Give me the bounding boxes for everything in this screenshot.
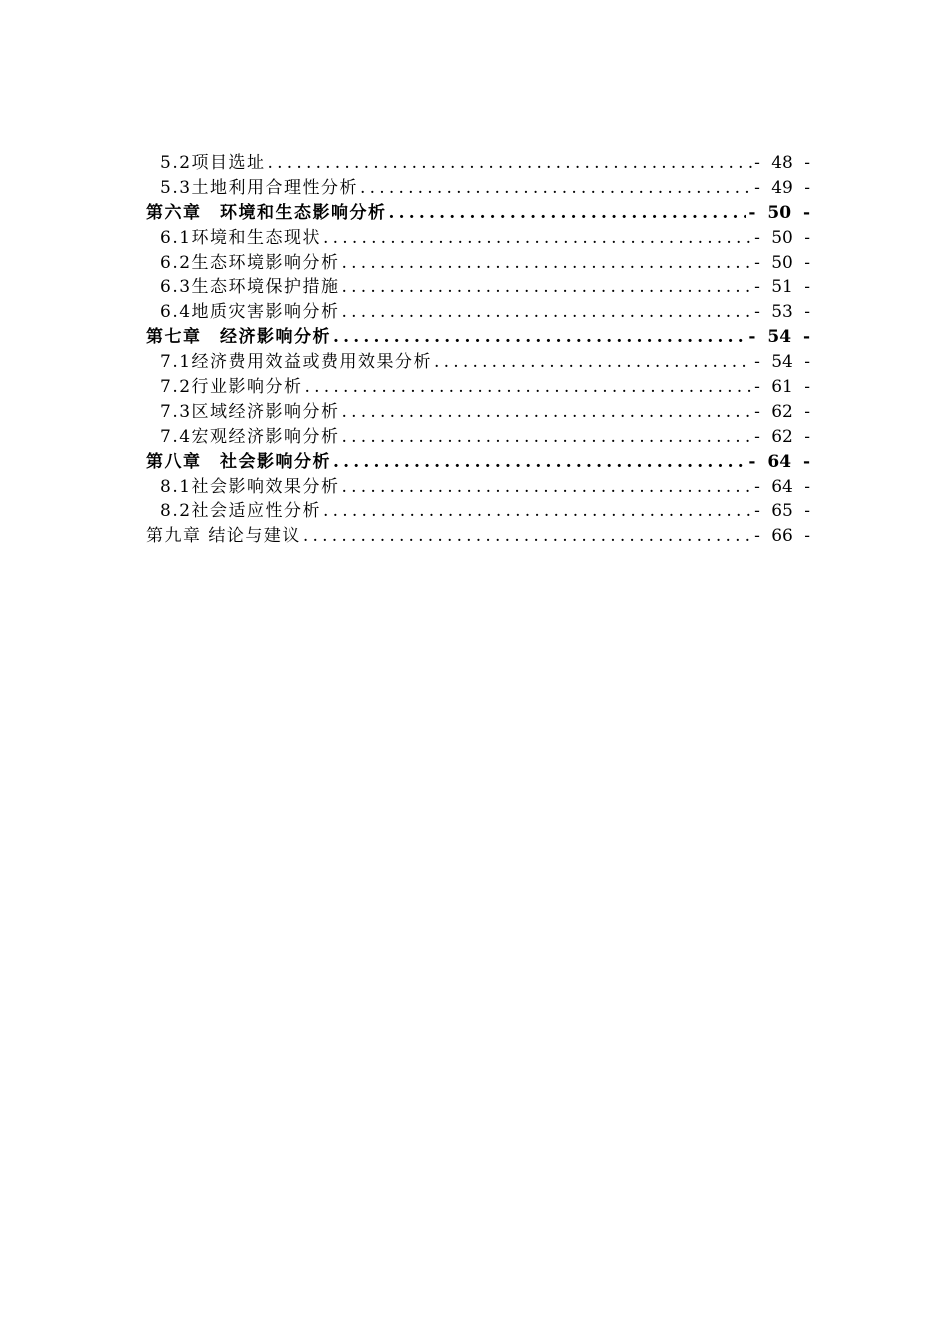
toc-entry-8-1[interactable]	[146, 472, 810, 497]
toc-page-number: - 54 -	[754, 352, 810, 373]
table-of-contents	[146, 148, 810, 546]
toc-entry-label: 6.4地质灾害影响分析	[160, 302, 340, 323]
toc-entry-label: 7.2行业影响分析	[160, 377, 303, 398]
toc-leader-dots	[360, 178, 752, 198]
toc-page-number: - 64 -	[748, 451, 810, 472]
toc-entry-label: 8.1社会影响效果分析	[160, 476, 340, 497]
toc-entry-8-2[interactable]	[146, 496, 810, 521]
toc-page-number: - 48 -	[754, 153, 810, 173]
toc-leader-dots	[342, 477, 753, 497]
toc-entry-6-2[interactable]	[146, 248, 810, 273]
toc-entry-6-3[interactable]	[146, 272, 810, 297]
toc-leader-dots	[342, 302, 753, 322]
toc-entry-label: 5.3土地利用合理性分析	[160, 177, 359, 198]
toc-entry-label: 8.2社会适应性分析	[160, 501, 322, 522]
toc-leader-dots	[342, 402, 753, 422]
toc-leader-dots	[342, 427, 753, 447]
toc-page-number: - 50 -	[754, 252, 810, 273]
toc-chapter-label: 第八章 社会影响分析	[146, 451, 331, 472]
toc-page-number: - 62 -	[754, 401, 810, 422]
toc-entry-label: 5.2项目选址	[160, 153, 266, 173]
toc-page-number: - 65 -	[754, 501, 810, 522]
toc-entry-7-1[interactable]	[146, 347, 810, 372]
toc-page-number: - 53 -	[754, 302, 810, 323]
toc-page-number: - 64 -	[754, 476, 810, 497]
toc-entry-5-3[interactable]	[146, 173, 810, 198]
toc-leader-dots	[323, 228, 752, 248]
toc-page-number: - 66 -	[754, 526, 810, 547]
toc-page-number: - 61 -	[754, 377, 810, 398]
toc-entry-6-4[interactable]	[146, 297, 810, 322]
toc-entry-label: 7.1经济费用效益或费用效果分析	[160, 352, 433, 373]
toc-entry-7-4[interactable]	[146, 422, 810, 447]
toc-entry-label: 6.1环境和生态现状	[160, 227, 322, 248]
toc-chapter-label: 第六章 环境和生态影响分析	[146, 202, 387, 223]
toc-leader-dots	[303, 526, 752, 546]
toc-leader-dots	[323, 501, 752, 521]
toc-chapter-8[interactable]	[146, 447, 810, 472]
toc-entry-label: 7.4宏观经济影响分析	[160, 426, 340, 447]
toc-entry-label: 6.3生态环境保护措施	[160, 277, 340, 298]
toc-leader-dots	[268, 153, 753, 173]
toc-leader-dots	[389, 203, 747, 223]
toc-leader-dots	[305, 377, 753, 397]
toc-entry-label: 6.2生态环境影响分析	[160, 252, 340, 273]
toc-chapter-label: 第九章 结论与建议	[146, 526, 301, 547]
toc-page-number: - 54 -	[748, 327, 810, 348]
toc-leader-dots	[333, 452, 746, 472]
toc-page-number: - 49 -	[754, 177, 810, 198]
toc-chapter-label: 第七章 经济影响分析	[146, 327, 331, 348]
toc-chapter-6[interactable]	[146, 198, 810, 223]
toc-leader-dots	[342, 253, 753, 273]
toc-leader-dots	[434, 352, 752, 372]
toc-page-number: - 62 -	[754, 426, 810, 447]
toc-entry-7-3[interactable]	[146, 397, 810, 422]
toc-entry-label: 7.3区域经济影响分析	[160, 401, 340, 422]
toc-chapter-9[interactable]	[146, 521, 810, 546]
toc-leader-dots	[333, 327, 746, 347]
toc-leader-dots	[342, 277, 753, 297]
toc-page-number: - 51 -	[754, 277, 810, 298]
toc-chapter-7[interactable]	[146, 322, 810, 347]
toc-page-number: - 50 -	[754, 227, 810, 248]
toc-entry-5-2[interactable]	[146, 148, 810, 173]
toc-entry-6-1[interactable]	[146, 223, 810, 248]
toc-page-number: - 50 -	[748, 202, 810, 223]
toc-entry-7-2[interactable]	[146, 372, 810, 397]
